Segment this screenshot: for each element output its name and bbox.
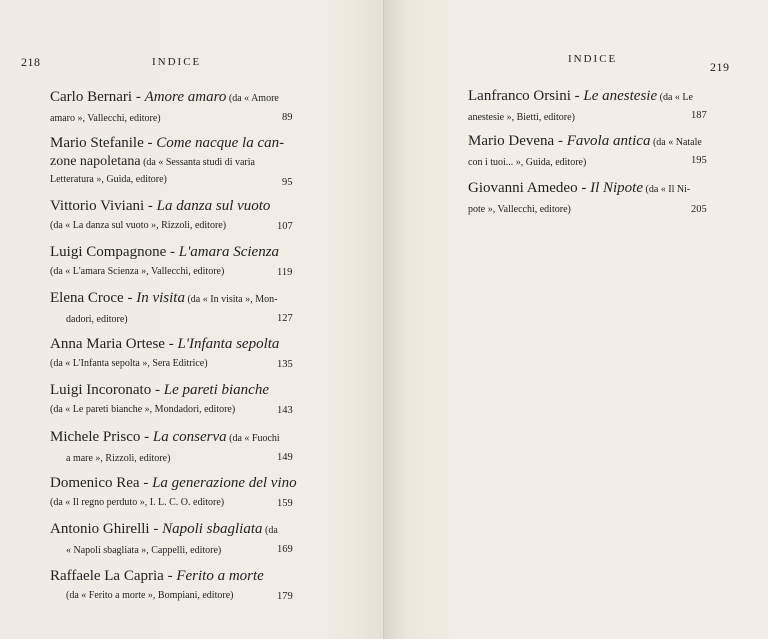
entry-separator: - [554,133,567,149]
entry-author: Giovanni Amedeo [468,180,578,196]
entry-source: (da « Le [657,92,693,103]
index-entry [50,289,277,327]
entry-author: Elena Croce [50,290,124,306]
entry-title: Napoli sbagliata [162,521,263,537]
entry-author: Vittorio Viviani [50,198,145,214]
entry-page: 95 [282,177,293,188]
entry-page: 195 [691,155,707,166]
entry-separator: - [166,244,179,260]
entry-page: 89 [282,112,293,123]
entry-title: L'Infanta sepolta [177,336,280,352]
index-entry [50,474,297,510]
entry-source-line: (da « L'amara Scienza », Vallecchi, editore) [50,266,225,277]
entry-title: Come nacque la can- [156,135,285,151]
entry-page: 179 [277,591,293,602]
index-entry [468,87,693,125]
running-head: INDICE [568,53,618,65]
entry-source-line: amaro », Vallecchi, editore) [50,113,161,124]
running-head: INDICE [152,56,202,68]
right-page [384,0,768,639]
page-number: 219 [710,60,730,74]
index-entry [50,520,278,558]
entry-author: Raffaele La Capria [50,568,164,584]
index-entry [50,335,279,371]
entry-title: Le anestesie [583,88,658,104]
entry-separator: - [149,521,163,537]
entry-source-line: (da « Le pareti bianche », Mondadori, editore) [50,404,236,415]
entry-author: Michele Prisco [50,429,141,445]
entry-page: 149 [277,452,293,463]
entry-separator: - [139,475,153,491]
entry-author: Anna Maria Ortese [50,336,165,352]
entry-page: 135 [277,359,293,370]
entry-source-line: Letteratura », Guida, editore) [50,174,167,185]
entry-author: Domenico Rea [50,475,140,491]
index-entry [468,179,690,217]
entry-source-line: dadori, editore) [66,314,128,325]
entry-title: La conserva [152,429,227,445]
index-entry [50,428,280,466]
entry-source-line: con i tuoi... », Guida, editore) [468,157,587,168]
index-entry [50,243,279,279]
index-entry [50,134,284,187]
entry-source: (da [262,525,278,536]
entry-title: In visita [136,290,185,306]
entry-source: (da « Fuochi [226,433,280,444]
index-entry [50,88,279,126]
entry-source-line: (da « L'Infanta sepolta », Sera Editrice) [50,358,208,369]
entry-source-line: (da « Ferito a morte », Bompiani, editore) [66,590,234,601]
index-entry [50,567,264,603]
index-entry [50,381,269,417]
entry-author: Luigi Incoronato [50,382,152,398]
entry-title: La generazione del vino [152,475,297,491]
entry-author: Carlo Bernari [50,89,133,105]
entry-source: (da « In visita », Mon- [184,294,278,305]
entry-page: 107 [277,221,293,232]
entry-title: L'amara Scienza [178,244,280,260]
entry-separator: - [123,290,137,306]
entry-title: Favola antica [566,133,651,149]
entry-author: Lanfranco Orsini [468,88,571,104]
entry-source-line: « Napoli sbagliata », Cappelli, editore) [66,545,222,556]
entry-page: 119 [277,267,293,278]
entry-author: Luigi Compagnone [50,244,167,260]
entry-author: Antonio Ghirelli [50,521,150,537]
page-number: 218 [21,55,41,69]
entry-page: 159 [277,498,293,509]
entry-separator: - [144,198,157,214]
entry-separator: - [143,135,157,151]
index-entry [50,197,270,233]
entry-source: (da « Il Ni- [643,184,691,195]
entry-title-cont: zone napoletana [50,154,141,169]
entry-source: (da « Natale [650,137,702,148]
entry-title: Ferito a morte [176,568,264,584]
entry-title: Le pareti bianche [163,382,269,398]
entry-page: 187 [691,110,707,121]
entry-title: Il Nipote [590,180,643,196]
entry-author: Mario Stefanile [50,135,144,151]
entry-separator: - [132,89,145,105]
entry-separator: - [577,180,591,196]
entry-separator: - [140,429,153,445]
entry-page: 205 [691,204,707,215]
entry-source-line: (da « La danza sul vuoto », Rizzoli, editore) [50,220,227,231]
entry-separator: - [151,382,164,398]
entry-source-line: pote », Vallecchi, editore) [468,204,571,215]
entry-source-line: anestesie », Bietti, editore) [468,112,575,123]
entry-title: La danza sul vuoto [156,198,271,214]
entry-title: Amore amaro [144,89,227,105]
entry-source: (da « Amore [226,93,279,104]
entry-page: 169 [277,544,293,555]
entry-separator: - [164,336,178,352]
index-entry [468,132,702,170]
entry-source-line: a mare », Rizzoli, editore) [66,453,171,464]
entry-page: 127 [277,313,293,324]
entry-source-line: (da « Il regno perduto », I. L. C. O. editore) [50,497,225,508]
entry-source: (da « Sessanta studi di varia [140,157,255,168]
entry-separator: - [570,88,584,104]
entry-author: Mario Devena [468,133,555,149]
entry-page: 143 [277,405,293,416]
entry-separator: - [163,568,177,584]
